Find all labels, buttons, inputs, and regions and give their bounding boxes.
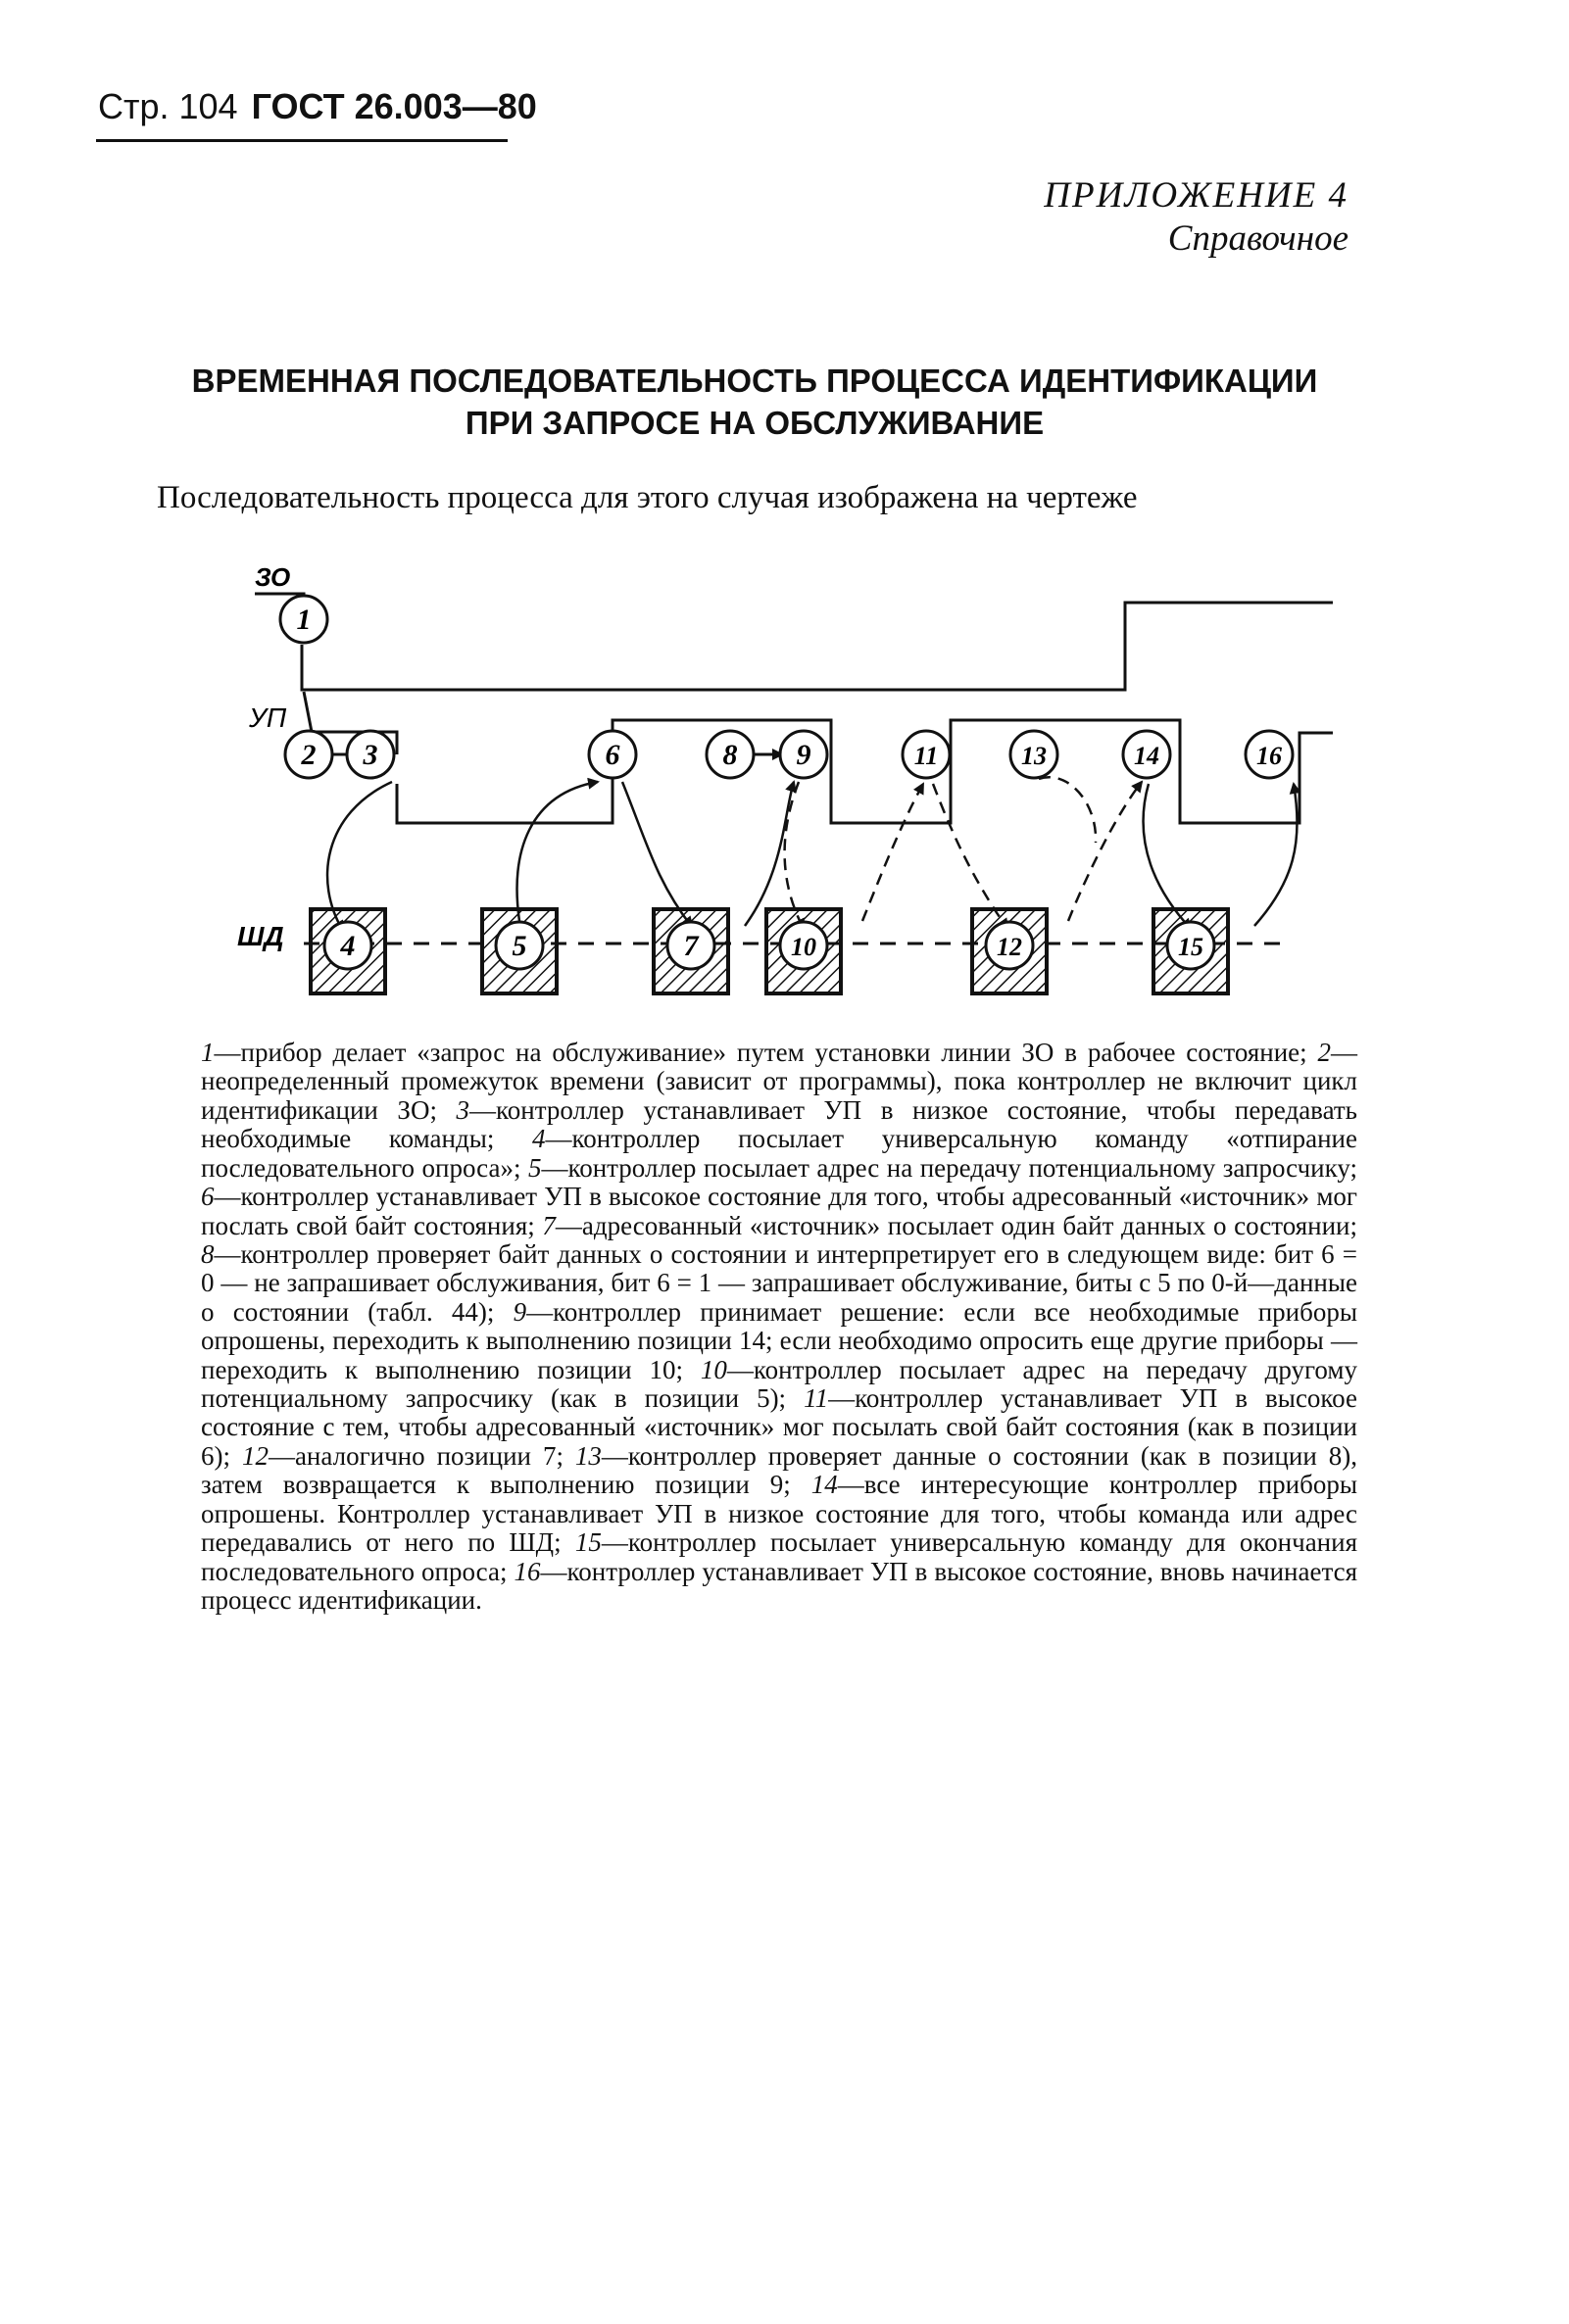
legend-item-text: —все интересующие контроллер приборы опрошены. Контроллер устанавливает УП в низкое состояние для того, чтобы команда или адрес передавались от него по ШД; bbox=[201, 1470, 1357, 1558]
timing-diagram bbox=[235, 558, 1333, 1019]
legend-item-text: —контроллер устанавливает УП в высокое состояние с тем, чтобы адресованный «источник» мог посылать свой байт состояния (как в позиции 6); bbox=[201, 1383, 1357, 1471]
legend-item-number: 10 bbox=[700, 1354, 727, 1384]
upper-event-8 bbox=[707, 731, 754, 778]
legend-item-number: 5 bbox=[527, 1152, 542, 1183]
arrow-15-16 bbox=[1254, 784, 1298, 926]
lower-event-label: 7 bbox=[683, 930, 699, 962]
legend-item-text: —контроллер устанавливает УП в высокое состояние для того, чтобы адресованный «источник» мог послать свой байт состояния; bbox=[201, 1182, 1357, 1240]
upper-event-label: 13 bbox=[1021, 742, 1047, 770]
legend-item-number: 4 bbox=[532, 1124, 546, 1154]
lower-event-label: 12 bbox=[997, 933, 1022, 961]
legend-item-number: 6 bbox=[201, 1182, 215, 1212]
legend-item-text: —прибор делает «запрос на обслуживание» путем установки линии ЗО в рабочее состояние; bbox=[214, 1038, 1318, 1067]
upper-event-label: 8 bbox=[722, 739, 738, 771]
upper-event-9 bbox=[780, 731, 827, 778]
up-line-levels bbox=[397, 720, 1333, 823]
lower-event-label: 4 bbox=[340, 930, 356, 962]
upper-event-label: 3 bbox=[363, 739, 378, 771]
legend-item-number: 8 bbox=[201, 1238, 215, 1269]
lower-event-label: 5 bbox=[512, 930, 527, 962]
title-line-2: ПРИ ЗАПРОСЕ НА ОБСЛУЖИВАНИЕ bbox=[465, 404, 1045, 441]
upper-event-11 bbox=[903, 731, 950, 778]
shd-label: ШД bbox=[237, 921, 284, 951]
upper-event-1 bbox=[280, 596, 327, 643]
page-number: Стр. 104 bbox=[98, 86, 238, 126]
appendix-title: ПРИЛОЖЕНИЕ 4 bbox=[1044, 175, 1348, 216]
upper-event-3 bbox=[347, 731, 394, 778]
upper-event-label: 14 bbox=[1134, 742, 1159, 770]
upper-event-2 bbox=[285, 731, 332, 778]
legend-item-number: 2 bbox=[1317, 1038, 1331, 1067]
arrow-12-14 bbox=[1068, 782, 1142, 921]
arrow-9-10 bbox=[785, 782, 804, 929]
arrow-11-12 bbox=[933, 784, 1007, 929]
lower-event-label: 10 bbox=[791, 933, 816, 961]
arrow-6-7 bbox=[622, 782, 692, 927]
legend-item-text: —контроллер проверяет байт данных о состоянии и интерпретирует его в следующем виде: бит 6 = 0 — не запрашивает обслуживания, бит 6 = 1 — запрашивает обслуживание, биты с 5 по 0-й—данные о состоянии (табл. 44); bbox=[201, 1238, 1357, 1327]
legend-item-text: —адресованный «источник» посылает один байт данных о состоянии; bbox=[555, 1210, 1357, 1240]
legend-item-text: —контроллер проверяет данные о состоянии (как в позиции 8), затем возвращается к выполнению позиции 9; bbox=[201, 1440, 1357, 1500]
legend-item-text: —аналогично позиции 7; bbox=[268, 1440, 575, 1471]
upper-event-label: 16 bbox=[1256, 742, 1282, 770]
arrow-14-15 bbox=[1144, 784, 1191, 929]
lower-event-4 bbox=[311, 909, 385, 993]
document-title bbox=[118, 361, 1392, 445]
arrow-13-arc bbox=[1039, 777, 1096, 843]
legend-item-text: —контроллер устанавливает УП в высокое состояние, вновь начинается процесс идентификации. bbox=[201, 1556, 1357, 1616]
arrow-7-9 bbox=[745, 782, 794, 926]
appendix-kind: Справочное bbox=[1167, 218, 1348, 260]
legend-item-number: 13 bbox=[574, 1440, 602, 1471]
arrow-5-6 bbox=[517, 782, 598, 921]
upper-event-6 bbox=[589, 731, 636, 778]
up-label: УП bbox=[249, 702, 287, 733]
title-line-1: ВРЕМЕННАЯ ПОСЛЕДОВАТЕЛЬНОСТЬ ПРОЦЕССА ИДЕНТИФИКАЦИИ bbox=[191, 363, 1318, 399]
lower-event-12 bbox=[972, 909, 1047, 993]
upper-event-label: 9 bbox=[796, 739, 811, 771]
legend-item-text: —контроллер посылает универсальную команду для окончания последовательного опроса; bbox=[201, 1527, 1357, 1586]
legend-item-number: 9 bbox=[513, 1296, 527, 1327]
legend-item-number: 11 bbox=[804, 1383, 829, 1414]
lower-event-5 bbox=[482, 909, 557, 993]
upper-event-label: 6 bbox=[605, 739, 620, 771]
legend-item-number: 3 bbox=[456, 1094, 470, 1125]
legend-item-number: 16 bbox=[514, 1556, 541, 1586]
legend-item-text: —контроллер принимает решение: если все необходимые приборы опрошены, переходить к выполнению позиции 14; если необходимо опросить еще другие приборы — переходить к выполнению позиции 10; bbox=[201, 1296, 1357, 1384]
upper-event-label: 11 bbox=[913, 742, 939, 770]
lower-event-15 bbox=[1153, 909, 1228, 993]
page-header bbox=[98, 86, 537, 127]
zo-line-level bbox=[302, 603, 1333, 690]
upper-event-14 bbox=[1123, 731, 1170, 778]
legend-item-text: —контроллер посылает адрес на передачу потенциальному запросчику; bbox=[541, 1152, 1358, 1183]
legend-item-text: —контроллер посылает универсальную команду «отпирание последовательного опроса»; bbox=[201, 1124, 1357, 1183]
appendix-block bbox=[1044, 174, 1348, 262]
legend-item-text: —контроллер посылает адрес на передачу другому потенциальному запросчику (как в позиции 5); bbox=[201, 1354, 1357, 1414]
zo-label: ЗО bbox=[255, 562, 291, 592]
legend-item-number: 7 bbox=[542, 1210, 556, 1240]
upper-event-13 bbox=[1010, 731, 1057, 778]
legend-item-number: 14 bbox=[810, 1470, 838, 1500]
legend-item-number: 12 bbox=[241, 1440, 269, 1471]
standard-number: ГОСТ 26.003—80 bbox=[251, 86, 537, 126]
lower-event-10 bbox=[766, 909, 841, 993]
legend-item-text: —неопределенный промежуток времени (зависит от программы), пока контроллер не включит цикл идентификации ЗО; bbox=[201, 1038, 1357, 1125]
lower-event-7 bbox=[654, 909, 728, 993]
intro-text: Последовательность процесса для этого случая изображена на чертеже bbox=[157, 480, 1138, 515]
lower-event-label: 15 bbox=[1178, 933, 1203, 961]
legend-item-text: —контроллер устанавливает УП в низкое состояние, чтобы передавать необходимые команды; bbox=[201, 1094, 1357, 1154]
legend-text bbox=[201, 1039, 1357, 1615]
header-rule bbox=[96, 139, 508, 142]
upper-event-label: 1 bbox=[296, 604, 312, 636]
upper-event-16 bbox=[1246, 731, 1293, 778]
legend-item-number: 1 bbox=[201, 1038, 215, 1067]
arrow-10-11 bbox=[862, 784, 923, 921]
upper-event-label: 2 bbox=[301, 739, 317, 771]
legend-item-number: 15 bbox=[574, 1527, 602, 1558]
